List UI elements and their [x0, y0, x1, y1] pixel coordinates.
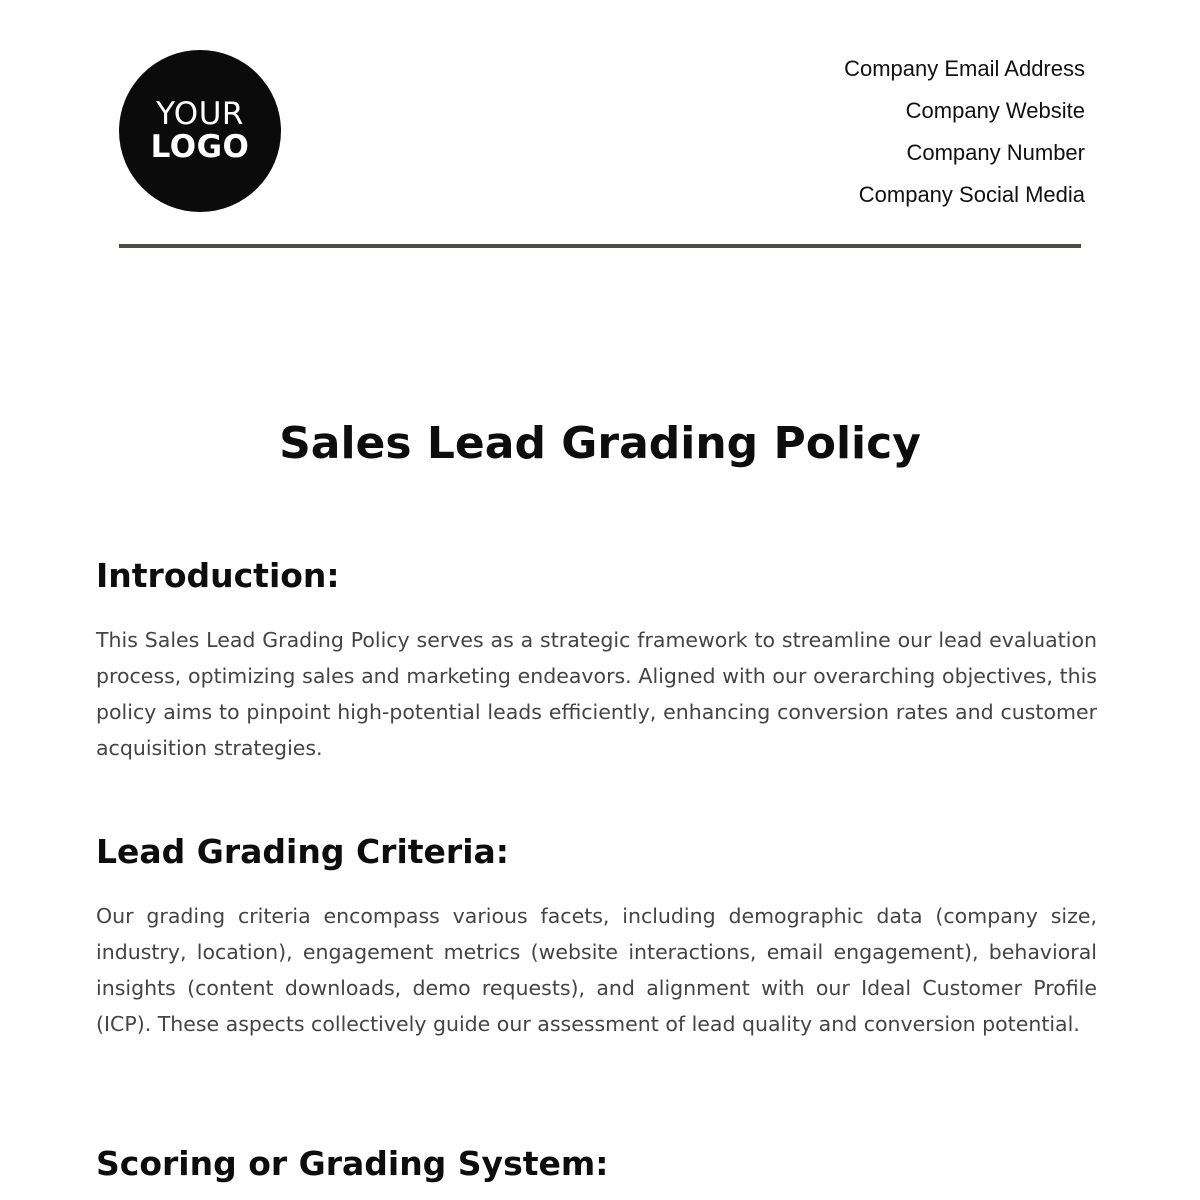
company-contact-block	[844, 54, 1085, 222]
company-logo	[119, 50, 281, 212]
section-heading-scoring-system: Scoring or Grading System:	[96, 1144, 609, 1183]
company-number: Company Number	[906, 140, 1085, 165]
section-body-introduction: This Sales Lead Grading Policy serves as a strategic framework to streamline our lead evaluation process, optimizing sales and marketing endeavors. Aligned with our overarching objectives, this policy aims to pinpoint high-potential leads efficiently, enhancing conversion rates and customer acquisition strategies.	[96, 628, 1097, 760]
section-body-lead-grading-criteria: Our grading criteria encompass various facets, including demographic data (company size, industry, location), engagement metrics (website interactions, email engagement), behavioral insights (content downloads, demo requests), and alignment with our Ideal Customer Profile (ICP). These aspects collectively guide our assessment of lead quality and conversion potential.	[96, 904, 1097, 1036]
company-website: Company Website	[905, 98, 1085, 123]
header-divider	[119, 244, 1081, 248]
logo-text-logo: LOGO	[150, 129, 250, 165]
section-heading-lead-grading-criteria: Lead Grading Criteria:	[96, 832, 509, 871]
section-heading-introduction: Introduction:	[96, 556, 340, 595]
company-email: Company Email Address	[844, 56, 1085, 81]
logo-text-your: YOUR	[156, 96, 244, 132]
document-title: Sales Lead Grading Policy	[279, 418, 921, 469]
company-social-media: Company Social Media	[858, 182, 1085, 207]
